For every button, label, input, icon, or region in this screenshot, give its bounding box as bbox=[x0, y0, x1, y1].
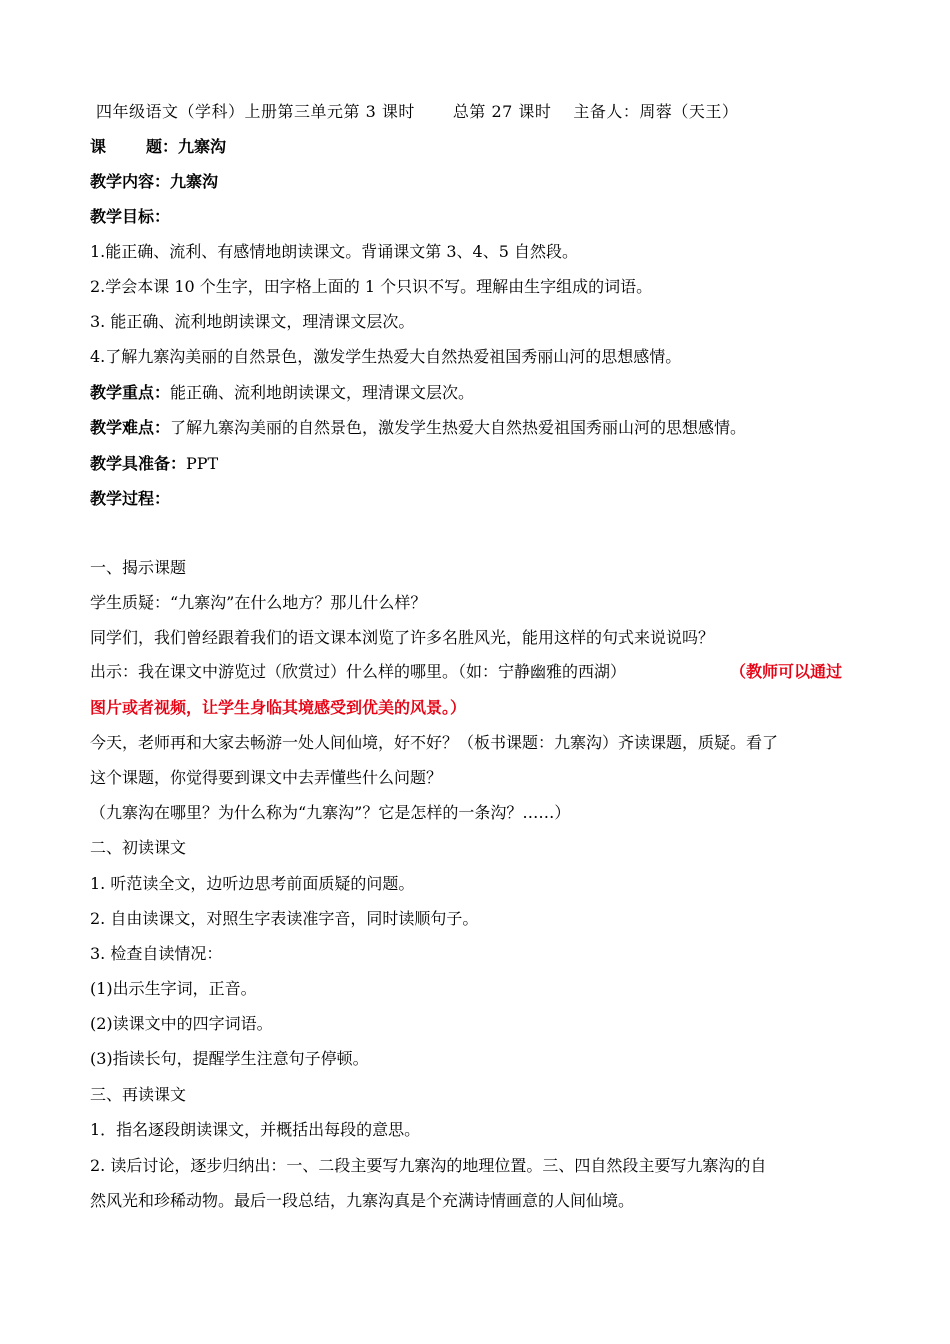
goals-heading: 教学目标： bbox=[90, 207, 171, 226]
list-item: 2. 自由读课文，对照生字表读准字音，同时读顺句子。 bbox=[90, 909, 479, 928]
section-3-title: 三、再读课文 bbox=[90, 1085, 187, 1104]
list-item: (2)读课文中的四字词语。 bbox=[90, 1014, 273, 1033]
content-value: 九寨沟 bbox=[170, 172, 219, 191]
topic-value: 九寨沟 bbox=[178, 137, 227, 156]
key-point-value: 能正确、流利地朗读课文，理清课文层次。 bbox=[170, 383, 475, 402]
paragraph: （九寨沟在哪里？为什么称为“九寨沟”？它是怎样的一条沟？……） bbox=[90, 803, 571, 822]
paragraph: 同学们，我们曾经跟着我们的语文课本浏览了许多名胜风光，能用这样的句式来说说吗？ bbox=[90, 628, 715, 647]
list-item: (1)出示生字词，正音。 bbox=[90, 979, 257, 998]
preparation-value: PPT bbox=[186, 454, 219, 473]
goal-item: 2.学会本课 10 个生字，田字格上面的 1 个只识不写。理解由生字组成的词语。 bbox=[90, 277, 653, 296]
section-2-title: 二、初读课文 bbox=[90, 838, 187, 857]
header-total-lesson: 总第 27 课时 bbox=[452, 102, 552, 121]
section-1-title: 一、揭示课题 bbox=[90, 558, 187, 577]
goal-item: 1.能正确、流利、有感情地朗读课文。背诵课文第 3、4、5 自然段。 bbox=[90, 242, 578, 261]
list-item-continued: 然风光和珍稀动物。最后一段总结，九寨沟真是个充满诗情画意的人间仙境。 bbox=[90, 1191, 635, 1210]
teacher-note: （教师可以通过 bbox=[730, 662, 843, 681]
paragraph: 这个课题，你觉得要到课文中去弄懂些什么问题？ bbox=[90, 768, 443, 787]
topic-row bbox=[90, 137, 226, 157]
preparation-row bbox=[90, 454, 218, 474]
goal-item: 4.了解九寨沟美丽的自然景色，激发学生热爱大自然热爱祖国秀丽山河的思想感情。 bbox=[90, 347, 682, 366]
difficulty-value: 了解九寨沟美丽的自然景色，激发学生热爱大自然热爱祖国秀丽山河的思想感情。 bbox=[170, 418, 747, 437]
key-point-row bbox=[90, 383, 474, 403]
list-item: 3. 检查自读情况： bbox=[90, 944, 223, 963]
list-item: (3)指读长句，提醒学生注意句子停顿。 bbox=[90, 1049, 369, 1068]
process-heading: 教学过程： bbox=[90, 489, 171, 508]
paragraph: 今天，老师再和大家去畅游一处人间仙境，好不好？（板书课题：九寨沟）齐读课题，质疑。看了 bbox=[90, 733, 779, 752]
list-item: 1. 听范读全文，边听边思考前面质疑的问题。 bbox=[90, 874, 415, 893]
page-header bbox=[96, 102, 738, 122]
topic-label-1: 课 bbox=[90, 137, 107, 156]
header-course: 四年级语文（学科）上册第三单元第 3 课时 bbox=[96, 102, 415, 121]
goal-item: 3. 能正确、流利地朗读课文，理清课文层次。 bbox=[90, 312, 415, 331]
content-label: 教学内容： bbox=[90, 172, 171, 191]
content-row bbox=[90, 172, 218, 192]
difficulty-label: 教学难点： bbox=[90, 418, 171, 437]
teacher-note-continued: 图片或者视频，让学生身临其境感受到优美的风景。） bbox=[90, 698, 467, 717]
list-item: 2. 读后讨论，逐步归纳出：一、二段主要写九寨沟的地理位置。三、四自然段主要写九寨沟的自 bbox=[90, 1156, 767, 1175]
list-item: 1．指名逐段朗读课文，并概括出每段的意思。 bbox=[90, 1120, 421, 1139]
paragraph: 出示：我在课文中游览过（欣赏过）什么样的哪里。（如：宁静幽雅的西湖） bbox=[90, 662, 627, 681]
header-preparer: 主备人：周蓉（天王） bbox=[573, 102, 739, 121]
key-point-label: 教学重点： bbox=[90, 383, 171, 402]
preparation-label: 教学具准备： bbox=[90, 454, 187, 473]
topic-label-2: 题： bbox=[146, 137, 179, 156]
difficulty-row bbox=[90, 418, 746, 438]
paragraph: 学生质疑：“九寨沟”在什么地方？那儿什么样？ bbox=[90, 593, 427, 612]
